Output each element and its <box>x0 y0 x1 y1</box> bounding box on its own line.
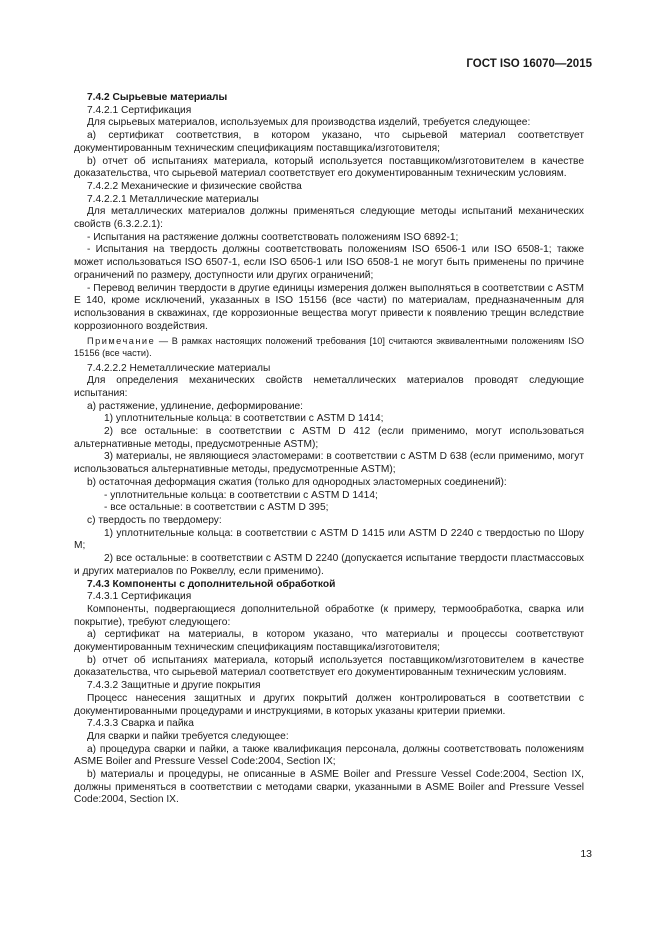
body-paragraph: a) сертификат соответствия, в котором указано, что сырьевой материал соответствует документированным техническим спецификациям поставщика/изготовителя; <box>74 130 584 154</box>
body-paragraph: a) процедура сварки и пайки, а также квалификация персонала, должны соответствовать положениям ASME Boiler and Pressure Vessel Code:2004, Section IX; <box>74 743 584 768</box>
body-paragraph: b) отчет об испытаниях материала, который используется поставщиком/изготовителем в качестве доказательства, что сырьевой материал соответствует его документированным техническим условиям. <box>74 155 584 180</box>
page-number: 13 <box>580 848 592 860</box>
body-paragraph: 7.4.2.1 Сертификация <box>87 104 192 116</box>
body-paragraph: Для определения механических свойств неметаллических материалов проводят следующие испытания: <box>74 375 584 399</box>
note-paragraph <box>74 336 584 359</box>
body-paragraph: b) отчет об испытаниях материала, который используется поставщиком/изготовителем в качестве доказательства, что сырьевой материал соответствует его документированным техническим условиям. <box>74 654 584 679</box>
body-paragraph: 7.4.2.2.1 Металлические материалы <box>87 193 259 205</box>
document-header: ГОСТ ISO 16070—2015 <box>466 58 592 70</box>
body-paragraph: 7.4.3.2 Защитные и другие покрытия <box>87 680 261 692</box>
body-paragraph: - Испытания на растяжение должны соответствовать положениям ISO 6892-1; <box>87 231 459 243</box>
note-label: Примечание <box>87 336 156 347</box>
body-paragraph: Для сырьевых материалов, используемых для производства изделий, требуется следующее: <box>87 117 531 129</box>
body-paragraph: b) материалы и процедуры, не описанные в ASME Boiler and Pressure Vessel Code:2004, Section IX, должны применяться в соответствии с методами сварки, указанными в ASME Boiler and Pressure Vessel Code:2004, Section IX. <box>74 769 584 806</box>
body-paragraph: Для сварки и пайки требуется следующее: <box>87 730 289 742</box>
body-paragraph: 7.4.2.2 Механические и физические свойства <box>87 180 302 192</box>
body-paragraph: Для металлических материалов должны применяться следующие методы испытаний механических свойств (6.3.2.2.1): <box>74 206 584 231</box>
body-paragraph: - все остальные: в соответствии с ASTM D 395; <box>104 502 329 514</box>
body-paragraph: Процесс нанесения защитных и других покрытий должен контролироваться в соответствии с документированными процедурами и инструкциями, в которых указаны критерии приемки. <box>74 692 584 717</box>
document-body <box>74 92 584 807</box>
body-paragraph: 7.4.3.1 Сертификация <box>87 591 192 603</box>
body-paragraph: 7.4.3.3 Сварка и пайка <box>87 718 194 730</box>
body-paragraph: a) сертификат на материалы, в котором указано, что материалы и процессы соответствуют документированным техническим спецификациям поставщика/изготовителя; <box>74 629 584 654</box>
body-paragraph: b) остаточная деформация сжатия (только для однородных эластомерных соединений): <box>87 476 507 488</box>
note-text: — В рамках настоящих положений требования [10] считаются эквивалентными положениям ISO 15156 (все части). <box>74 336 584 358</box>
body-paragraph: - уплотнительные кольца: в соответствии с ASTM D 1414; <box>104 489 378 501</box>
body-paragraph: - Испытания на твердость должны соответствовать положениям ISO 6506-1 или ISO 6508-1; также может использоваться ISO 6507-1, если ISO 6506-1 или ISO 6508-1 не могут быть применены по причине ограничений по размеру, доступности или других ограничений; <box>74 244 584 281</box>
body-paragraph: 3) материалы, не являющиеся эластомерами: в соответствии с ASTM D 638 (если применимо, могут использоваться альтернативные методы, предусмотренные ASTM); <box>74 451 584 476</box>
body-paragraph: 1) уплотнительные кольца: в соответствии с ASTM D 1415 или ASTM D 2240 с твердостью по Шору М; <box>74 527 584 552</box>
body-paragraph: Компоненты, подвергающиеся дополнительной обработке (к примеру, термообработка, сварка или покрытие), требуют следующего: <box>74 603 584 628</box>
section-heading: 7.4.3 Компоненты с дополнительной обработкой <box>87 578 336 590</box>
body-paragraph: 1) уплотнительные кольца: в соответствии с ASTM D 1414; <box>104 413 384 425</box>
body-paragraph: - Перевод величин твердости в другие единицы измерения должен выполняться в соответствии с ASTM E 140, кроме исключений, указанных в ISO 15156 (все части) по материалам, предназначенным для использования в скважинах, где коррозионные вещества могут привести к появлению трещин вследствие коррозионного воздействия. <box>74 282 584 332</box>
section-heading: 7.4.2 Сырьевые материалы <box>87 92 228 103</box>
body-paragraph: a) растяжение, удлинение, деформирование: <box>87 400 304 412</box>
body-paragraph: 2) все остальные: в соответствии с ASTM D 412 (если применимо, могут использоваться альтернативные методы, предусмотренные ASTM); <box>74 426 584 450</box>
body-paragraph: 2) все остальные: в соответствии с ASTM D 2240 (допускается испытание твердости пластмассовых и других материалов по Роквеллу, если применимо). <box>74 553 584 577</box>
body-paragraph: 7.4.2.2.2 Неметаллические материалы <box>87 362 271 374</box>
body-paragraph: c) твердость по твердомеру: <box>87 514 222 526</box>
